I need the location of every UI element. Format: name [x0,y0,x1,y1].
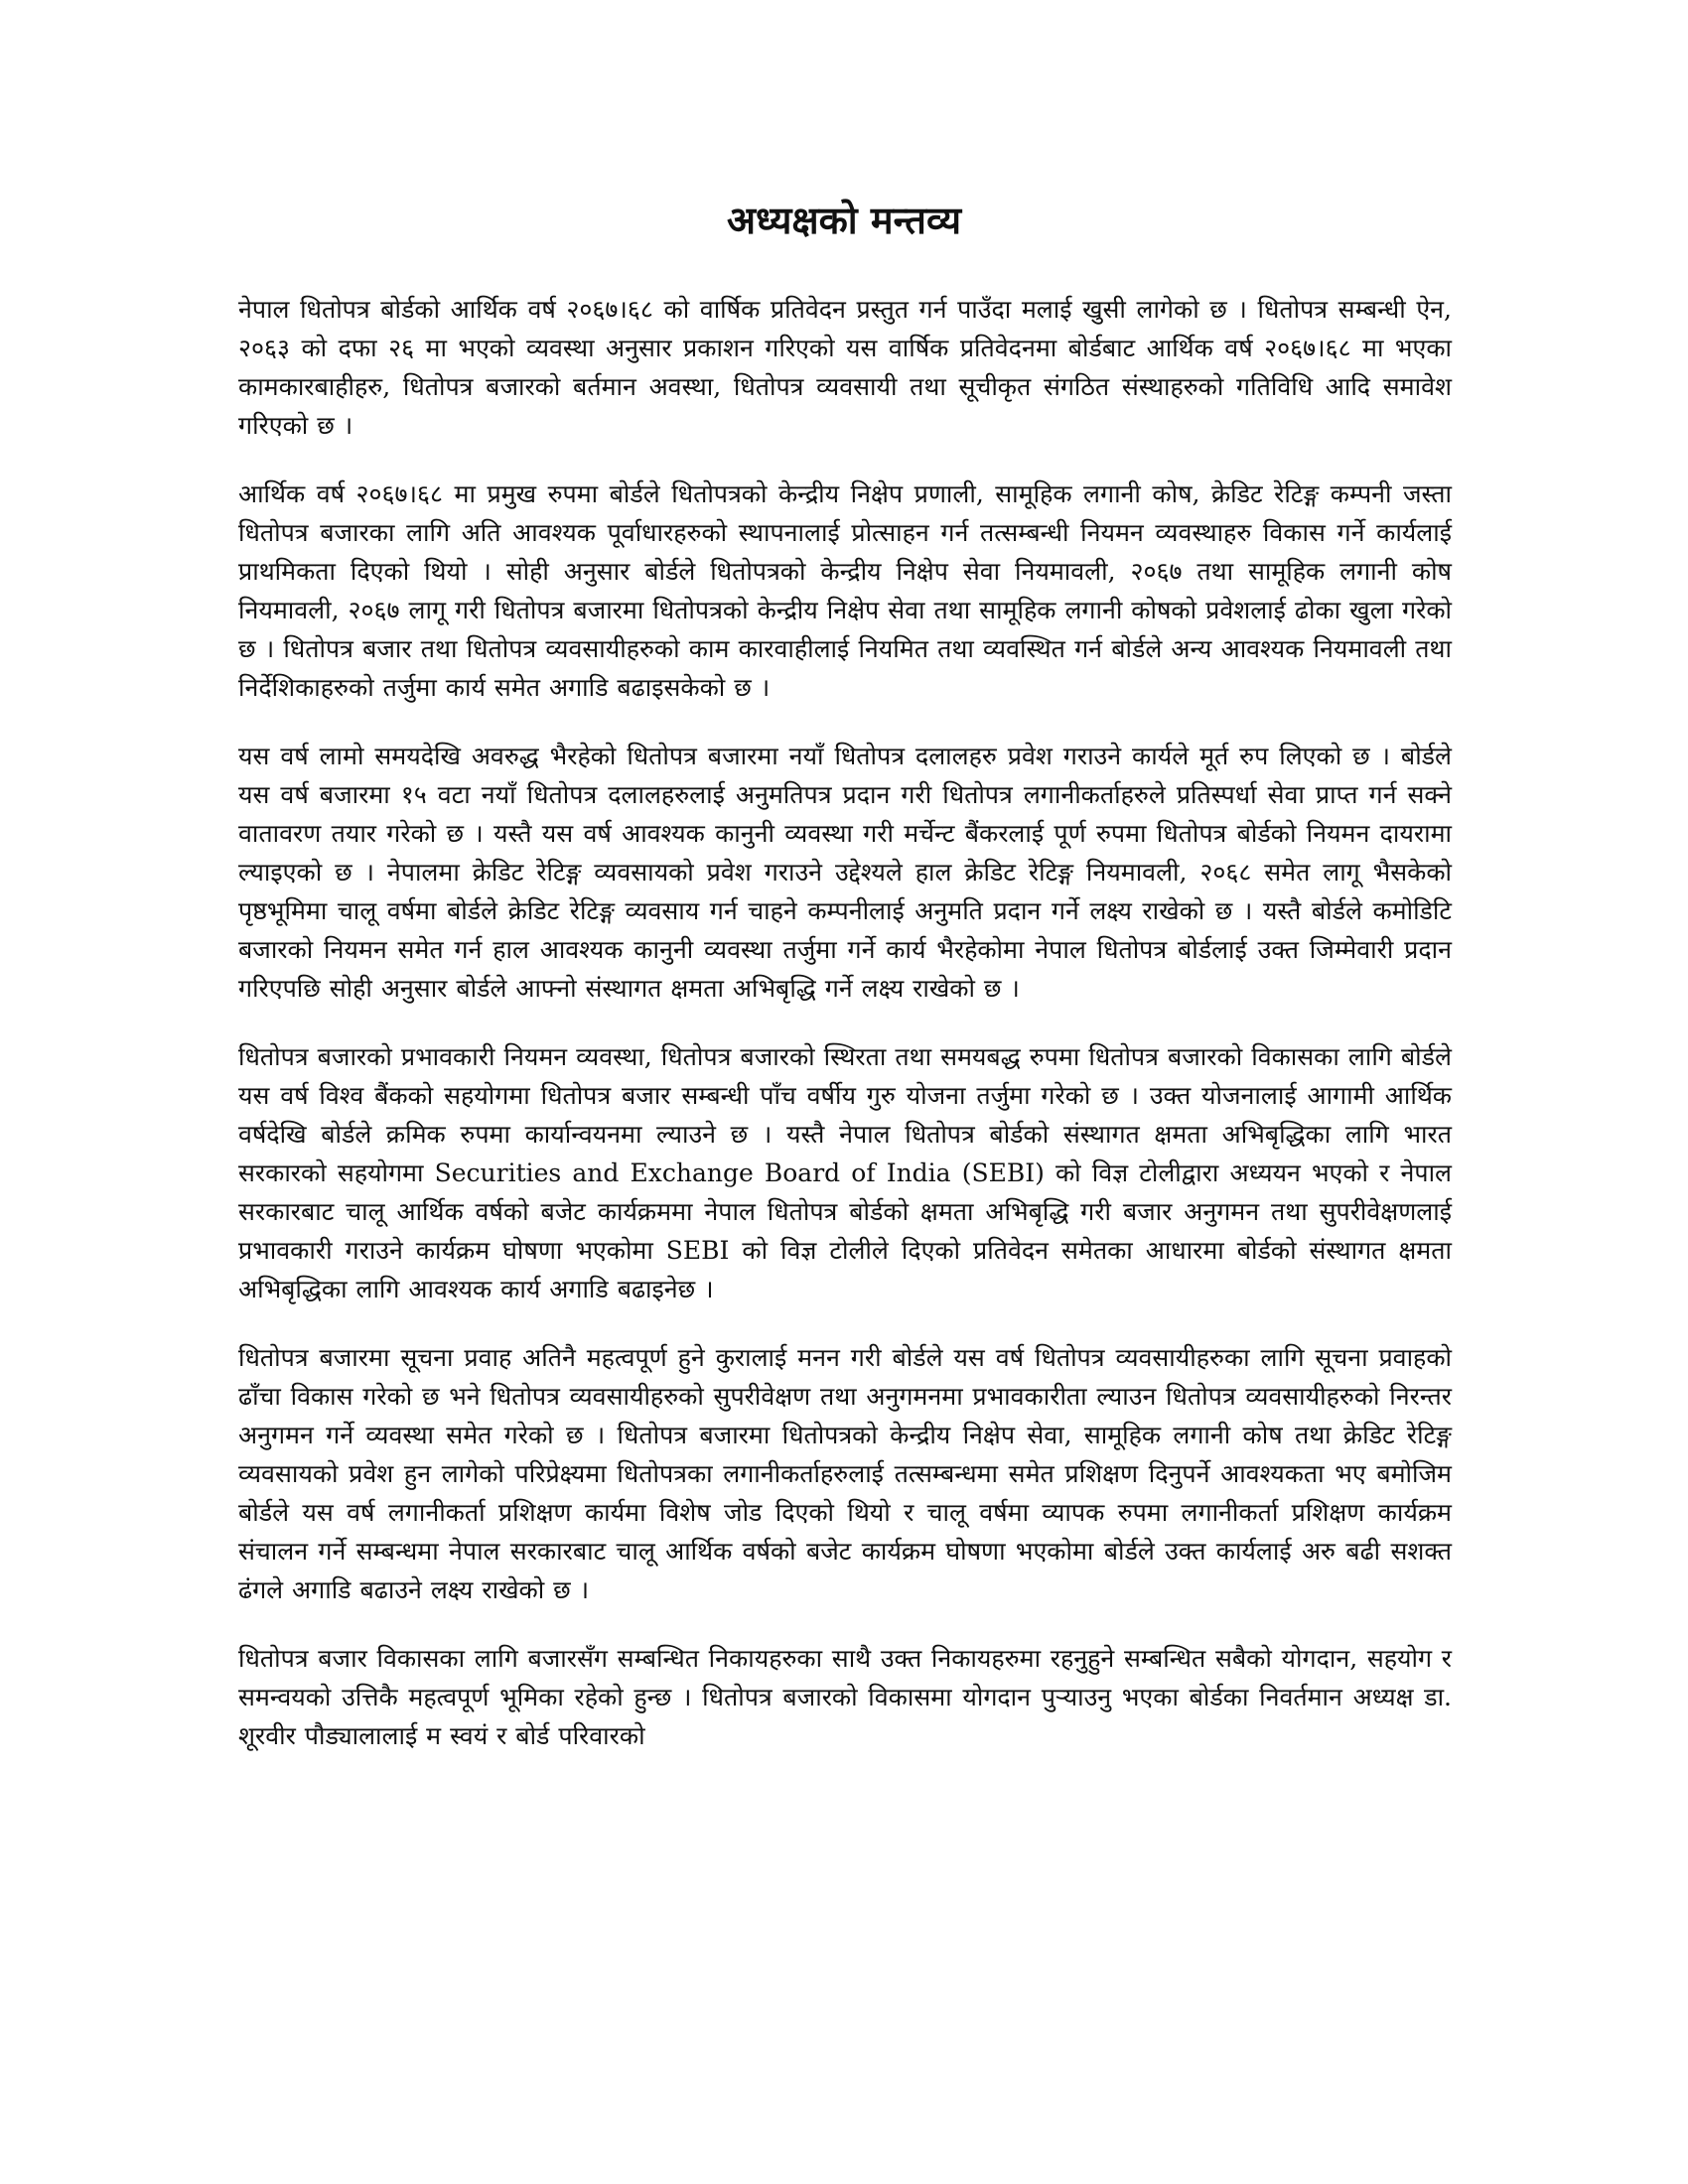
paragraph-4: धितोपत्र बजारको प्रभावकारी नियमन व्यवस्था, धितोपत्र बजारको स्थिरता तथा समयबद्ध रुपमा धितोपत्र बजारको विकासका लागि बोर्डले यस वर्ष विश्व बैंकको सहयोगमा धितोपत्र बजार सम्बन्धी पाँच वर्षीय गुरु योजना तर्जुमा गरेको छ । उक्त योजनालाई आगामी आर्थिक वर्षदेखि बोर्डले क्रमिक रुपमा कार्यान्वयनमा ल्याउने छ । यस्तै नेपाल धितोपत्र बोर्डको संस्थागत क्षमता अभिबृद्धिका लागि भारत सरकारको सहयोगमा Securities and Exchange Board of India (SEBI) को विज्ञ टोलीद्वारा अध्ययन भएको र नेपाल सरकारबाट चालू आर्थिक वर्षको बजेट कार्यक्रममा नेपाल धितोपत्र बोर्डको क्षमता अभिबृद्धि गरी बजार अनुगमन तथा सुपरीवेक्षणलाई प्रभावकारी गराउने कार्यक्रम घोषणा भएकोमा SEBI को विज्ञ टोलीले दिएको प्रतिवेदन समेतका आधारमा बोर्डको संस्थागत क्षमता अभिबृद्धिका लागि आवश्यक कार्य अगाडि बढाइनेछ । [238,1042,1452,1303]
paragraph-3: यस वर्ष लामो समयदेखि अवरुद्ध भैरहेको धितोपत्र बजारमा नयाँ धितोपत्र दलालहरु प्रवेश गराउने कार्यले मूर्त रुप लिएको छ । बोर्डले यस वर्ष बजारमा १५ वटा नयाँ धितोपत्र दलालहरुलाई अनुमतिपत्र प्रदान गरी धितोपत्र लगानीकर्ताहरुले प्रतिस्पर्धा सेवा प्राप्त गर्न सक्ने वातावरण तयार गरेको छ । यस्तै यस वर्ष आवश्यक कानुनी व्यवस्था गरी मर्चेन्ट बैंकरलाई पूर्ण रुपमा धितोपत्र बोर्डको नियमन दायरामा ल्याइएको छ । नेपालमा क्रेडिट रेटिङ्ग व्यवसायको प्रवेश गराउने उद्देश्यले हाल क्रेडिट रेटिङ्ग नियमावली, २०६८ समेत लागू भैसकेको पृष्ठभूमिमा चालू वर्षमा बोर्डले क्रेडिट रेटिङ्ग व्यवसाय गर्न चाहने कम्पनीलाई अनुमति प्रदान गर्ने लक्ष्य राखेको छ । यस्तै बोर्डले कमोडिटि बजारको नियमन समेत गर्न हाल आवश्यक कानुनी व्यवस्था तर्जुमा गर्ने कार्य भैरहेकोमा नेपाल धितोपत्र बोर्डलाई उक्त जिम्मेवारी प्रदान गरिएपछि सोही अनुसार बोर्डले आफ्नो संस्थागत क्षमता अभिबृद्धि गर्ने लक्ष्य राखेको छ । [238,742,1452,1003]
paragraph-1: नेपाल धितोपत्र बोर्डको आर्थिक वर्ष २०६७।६८ को वार्षिक प्रतिवेदन प्रस्तुत गर्न पाउँदा मलाई खुसी लागेको छ । धितोपत्र सम्बन्धी ऐन, २०६३ को दफा २६ मा भएको व्यवस्था अनुसार प्रकाशन गरिएको यस वार्षिक प्रतिवेदनमा बोर्डबाट आर्थिक वर्ष २०६७।६८ मा भएका कामकारबाहीहरु, धितोपत्र बजारको बर्तमान अवस्था, धितोपत्र व्यवसायी तथा सूचीकृत संगठित संस्थाहरुको गतिविधि आदि समावेश गरिएको छ । [238,295,1452,440]
paragraph-6: धितोपत्र बजार विकासका लागि बजारसँग सम्बन्धित निकायहरुका साथै उक्त निकायहरुमा रहनुहुने सम्बन्धित सबैको योगदान, सहयोग र समन्वयको उत्तिकै महत्वपूर्ण भूमिका रहेको हुन्छ । धितोपत्र बजारको विकासमा योगदान पुऱ्याउनु भएका बोर्डका निवर्तमान अध्यक्ष डा. शूरवीर पौड्यालालाई म स्वयं र बोर्ड परिवारको [238,1644,1452,1750]
paragraph-5: धितोपत्र बजारमा सूचना प्रवाह अतिनै महत्वपूर्ण हुने कुरालाई मनन गरी बोर्डले यस वर्ष धितोपत्र व्यवसायीहरुका लागि सूचना प्रवाहको ढाँचा विकास गरेको छ भने धितोपत्र व्यवसायीहरुको सुपरीवेक्षण तथा अनुगमनमा प्रभावकारीता ल्याउन धितोपत्र व्यवसायीहरुको निरन्तर अनुगमन गर्ने व्यवस्था समेत गरेको छ । धितोपत्र बजारमा धितोपत्रको केन्द्रीय निक्षेप सेवा, सामूहिक लगानी कोष तथा क्रेडिट रेटिङ्ग व्यवसायको प्रवेश हुन लागेको परिप्रेक्ष्यमा धितोपत्रका लगानीकर्ताहरुलाई तत्सम्बन्धमा समेत प्रशिक्षण दिनुपर्ने आवश्यकता भए बमोजिम बोर्डले यस वर्ष लगानीकर्ता प्रशिक्षण कार्यमा विशेष जोड दिएको थियो र चालू वर्षमा व्यापक रुपमा लगानीकर्ता प्रशिक्षण कार्यक्रम संचालन गर्ने सम्बन्धमा नेपाल सरकारबाट चालू आर्थिक वर्षको बजेट कार्यक्रम घोषणा भएकोमा बोर्डले उक्त कार्यलाई अरु बढी सशक्त ढंगले अगाडि बढाउने लक्ष्य राखेको छ । [238,1343,1452,1604]
page-title: अध्यक्षको मन्तव्य [727,198,961,242]
paragraph-2: आर्थिक वर्ष २०६७।६८ मा प्रमुख रुपमा बोर्डले धितोपत्रको केन्द्रीय निक्षेप प्रणाली, सामूहिक लगानी कोष, क्रेडिट रेटिङ्ग कम्पनी जस्ता धितोपत्र बजारका लागि अति आवश्यक पूर्वाधारहरुको स्थापनालाई प्रोत्साहन गर्न तत्सम्बन्धी नियमन व्यवस्थाहरु विकास गर्ने कार्यलाई प्राथमिकता दिएको थियो । सोही अनुसार बोर्डले धितोपत्रको केन्द्रीय निक्षेप सेवा नियमावली, २०६७ तथा सामूहिक लगानी कोष नियमावली, २०६७ लागू गरी धितोपत्र बजारमा धितोपत्रको केन्द्रीय निक्षेप सेवा तथा सामूहिक लगानी कोषको प्रवेशलाई ढोका खुला गरेको छ । धितोपत्र बजार तथा धितोपत्र व्यवसायीहरुको काम कारवाहीलाई नियमित तथा व्यवस्थित गर्न बोर्डले अन्य आवश्यक नियमावली तथा निर्देशिकाहरुको तर्जुमा कार्य समेत अगाडि बढाइसकेको छ । [238,479,1452,702]
document-body [238,290,1452,1755]
